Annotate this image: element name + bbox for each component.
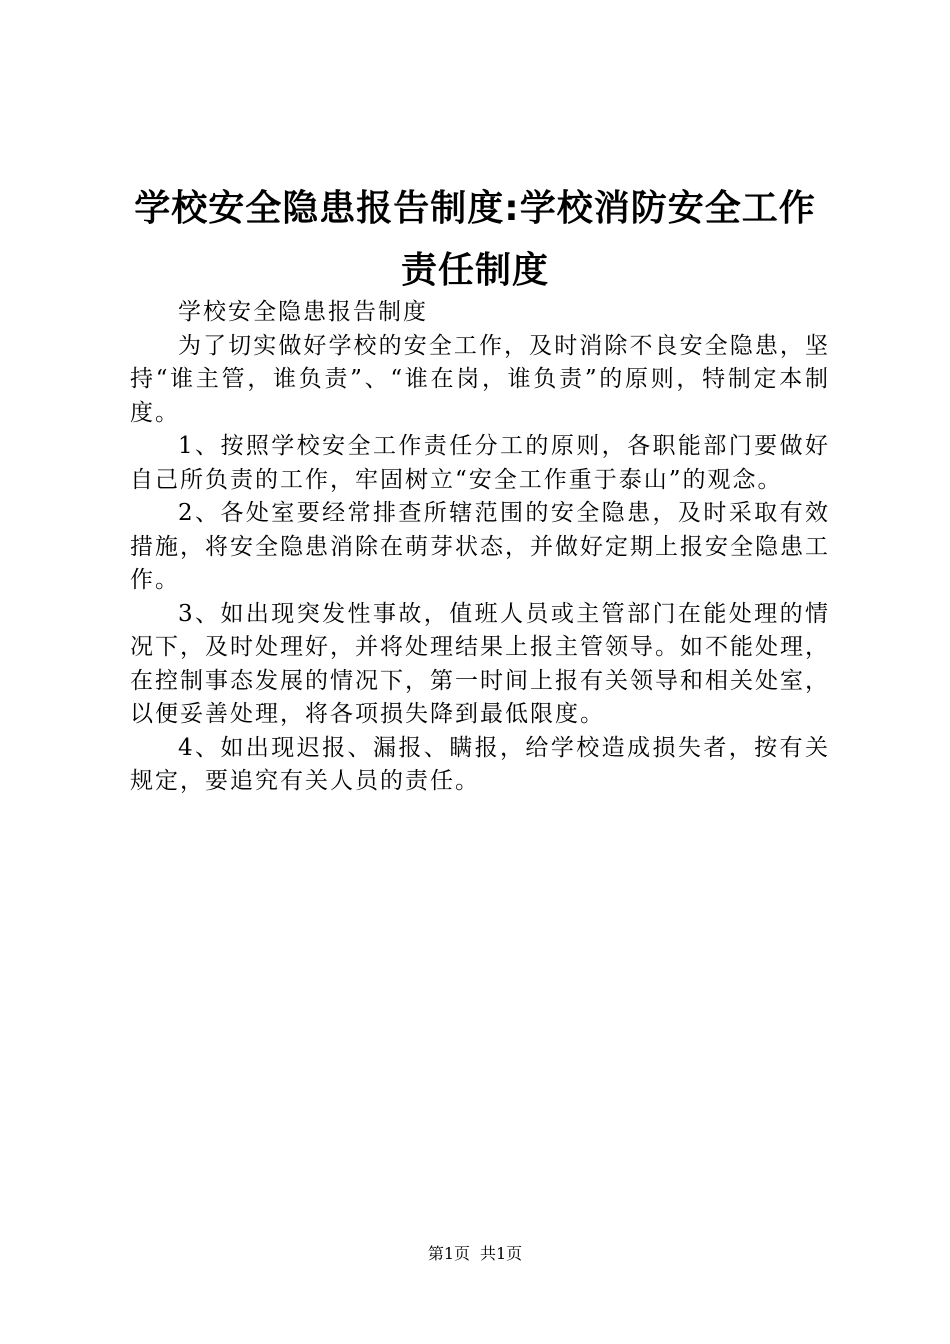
page-number: 第1页 <box>427 1244 470 1263</box>
page-footer <box>0 1244 950 1264</box>
rule-paragraph-3: 3、如出现突发性事故，值班人员或主管部门在能处理的情况下，及时处理好，并将处理结果上报主管领导。如不能处理，在控制事态发展的情况下，第一时间上报有关领导和相关处室，以便妥善处理，将各项损失降到最低限度。 <box>130 600 830 727</box>
rule-paragraph-2: 2、各处室要经常排查所辖范围的安全隐患，及时采取有效措施，将安全隐患消除在萌芽状态，并做好定期上报安全隐患工作。 <box>130 500 830 593</box>
rule-paragraph-4: 4、如出现迟报、漏报、瞒报，给学校造成损失者，按有关规定，要追究有关人员的责任。 <box>130 734 830 794</box>
rule-paragraph-1: 1、按照学校安全工作责任分工的原则，各职能部门要做好自己所负责的工作，牢固树立“安全工作重于泰山”的观念。 <box>130 433 830 493</box>
intro-paragraph: 为了切实做好学校的安全工作，及时消除不良安全隐患，坚持“谁主管，谁负责”、“谁在岗，谁负责”的原则，特制定本制度。 <box>130 332 830 426</box>
document-title: 学校安全隐患报告制度:学校消防安全工作责任制度 <box>134 188 816 291</box>
document-body <box>130 296 830 799</box>
section-heading: 学校安全隐患报告制度 <box>178 299 428 325</box>
page-total: 共1页 <box>480 1244 523 1263</box>
